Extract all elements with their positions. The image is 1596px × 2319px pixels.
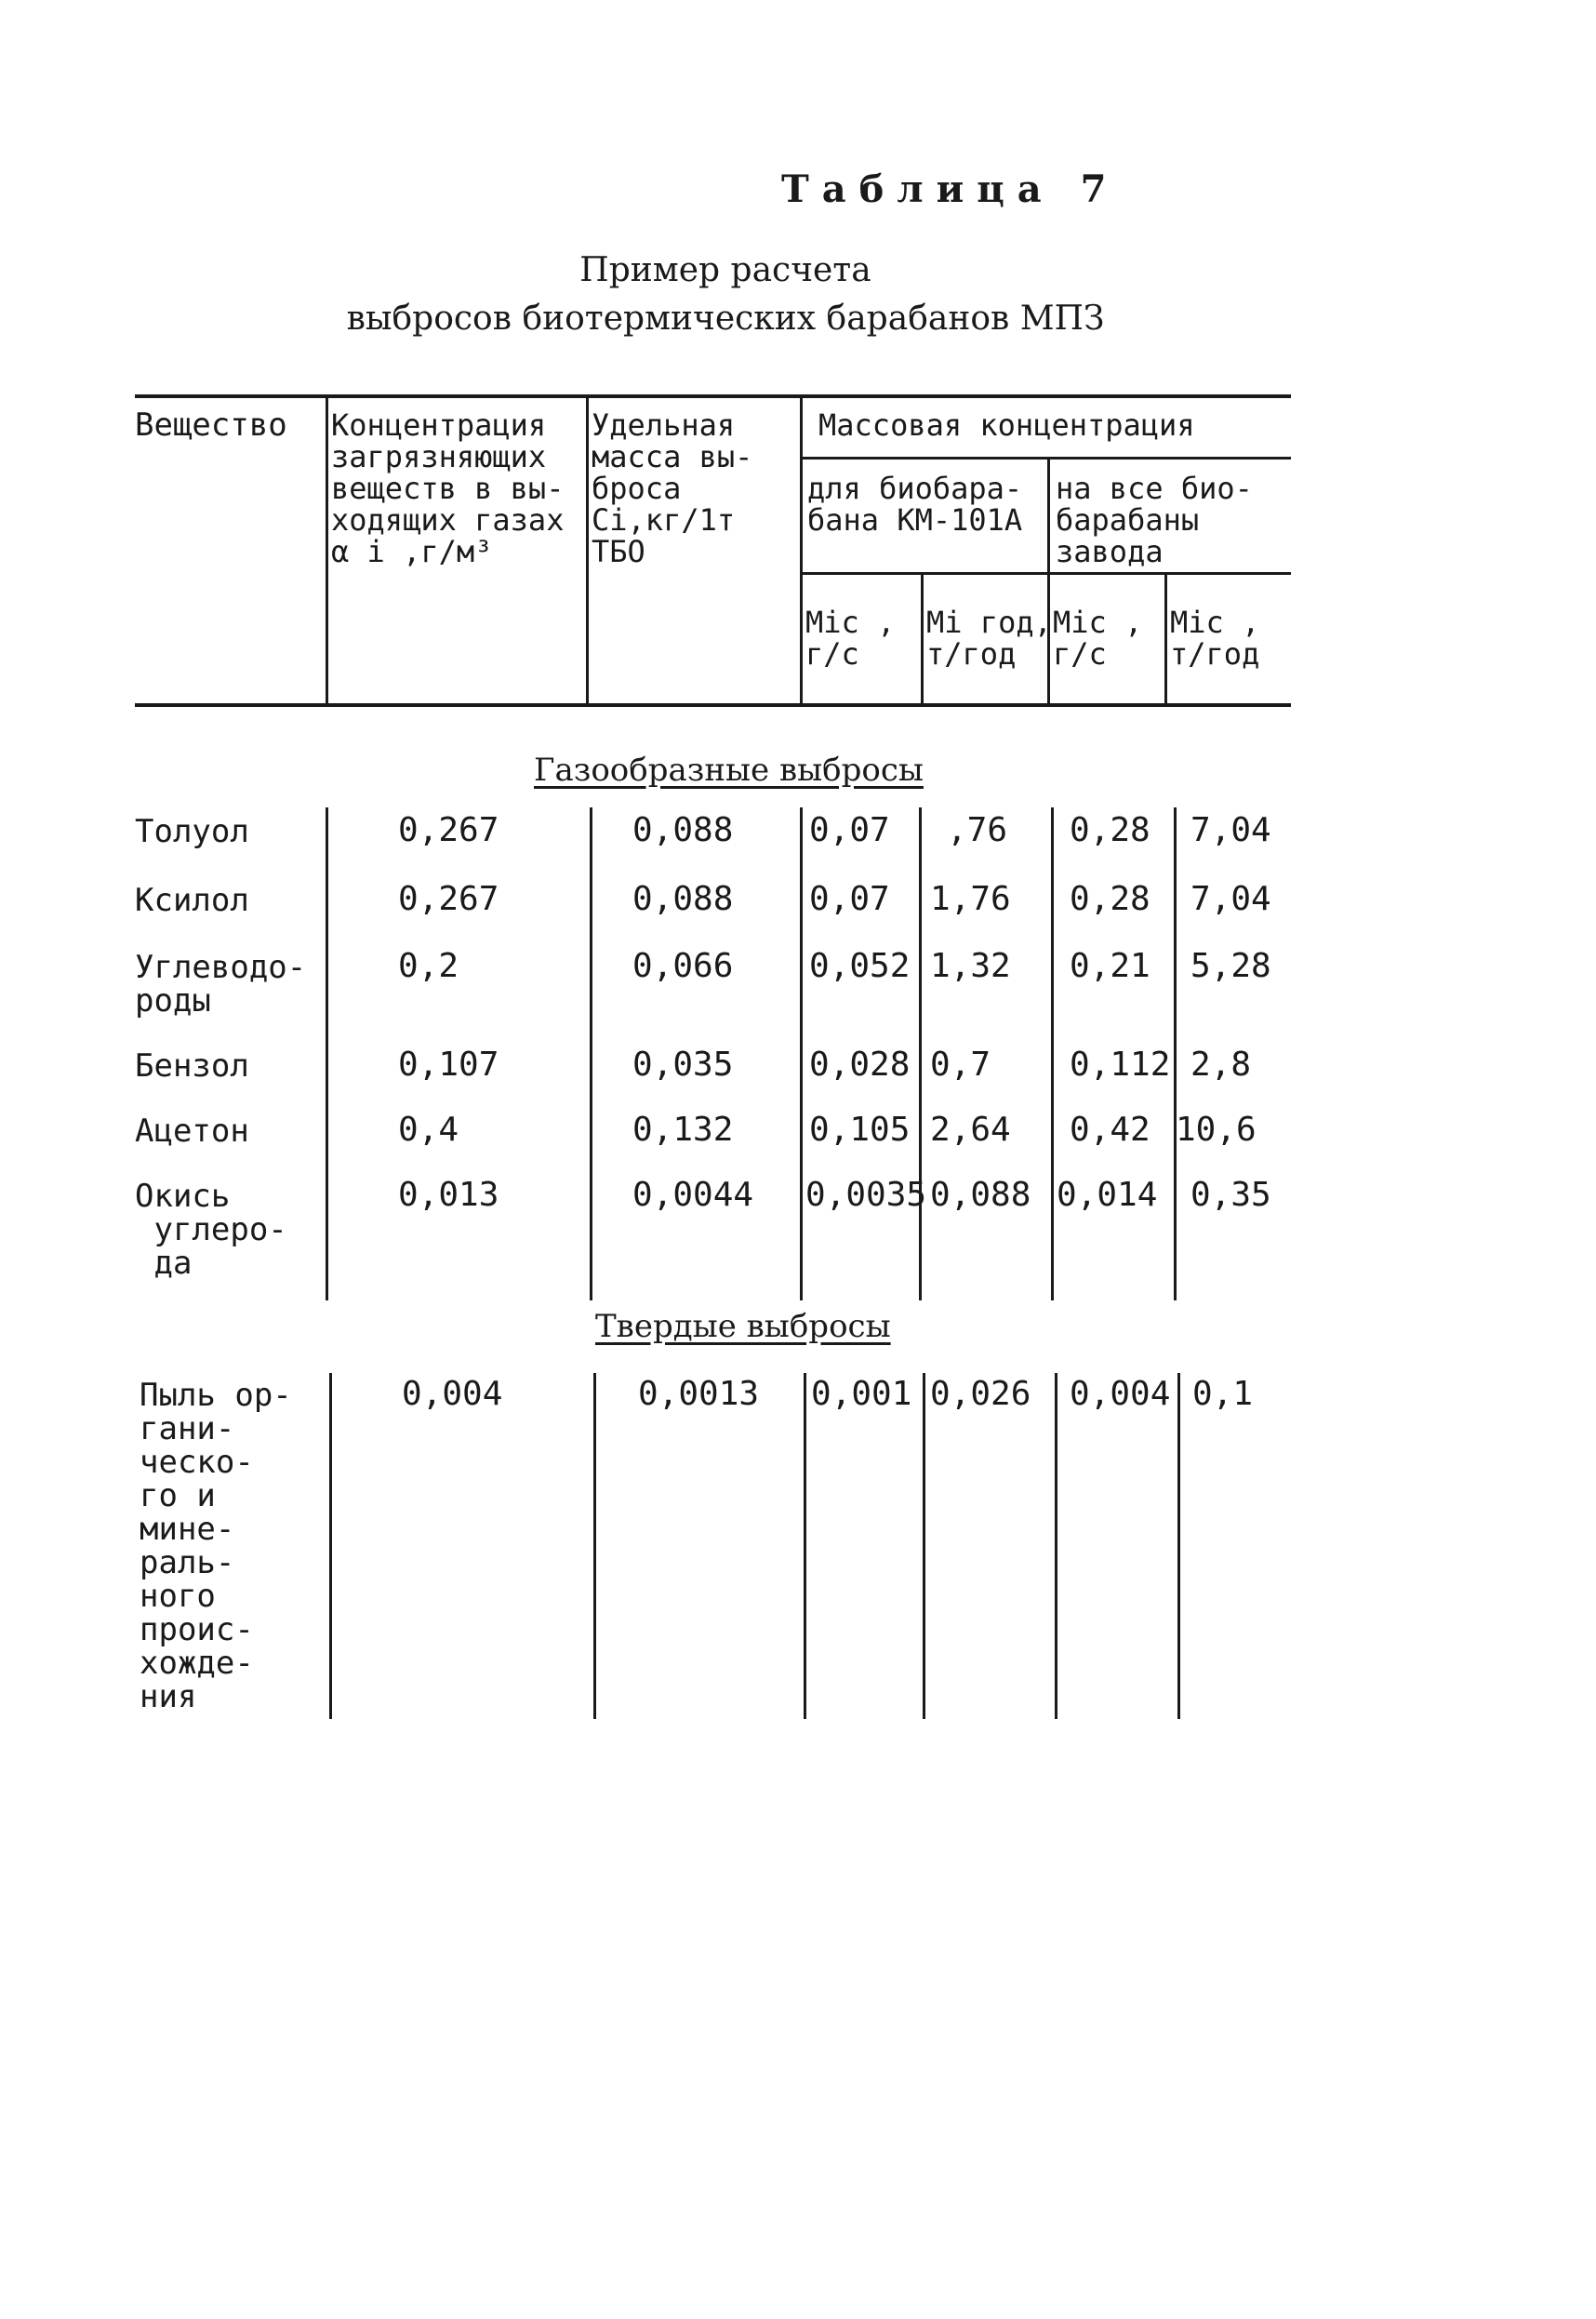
row-c4: 1,32 — [930, 947, 1011, 985]
header-divider-5 — [921, 572, 924, 703]
row-c5: 0,28 — [1070, 880, 1150, 918]
row-c2: 0,0044 — [632, 1176, 754, 1214]
header-mi-tgod: Mi год, т/год — [926, 605, 1052, 672]
row-c5: 0,42 — [1070, 1111, 1150, 1149]
row-c1: 0,004 — [402, 1375, 503, 1413]
row-c3: 0,07 — [809, 880, 890, 918]
row-c3: 0,028 — [809, 1046, 911, 1084]
header-concentration: Концентрация загрязняющих веществ в вы- ходящих газах α i ,г/м³ — [331, 407, 565, 569]
header-mic-tgod-all: Mic , т/год — [1170, 605, 1260, 672]
row-c2: 0,0013 — [638, 1375, 760, 1413]
row-c6: 5,28 — [1190, 947, 1271, 985]
body-divider-1 — [326, 807, 328, 1300]
header-top-rule — [135, 394, 1291, 398]
body-divider-6 — [1174, 807, 1177, 1300]
row-c3: 0,07 — [809, 811, 890, 849]
row-c6: 2,8 — [1190, 1046, 1252, 1084]
row-c1: 0,267 — [398, 811, 499, 849]
row-c1: 0,107 — [398, 1046, 499, 1084]
row-c1: 0,267 — [398, 880, 499, 918]
body-divider-4 — [919, 807, 922, 1300]
header-drum: для биобара- бана КМ-101А — [807, 471, 1023, 538]
row-c4: 1,76 — [930, 880, 1011, 918]
body-divider-3 — [800, 807, 803, 1300]
solid-divider-4 — [923, 1373, 925, 1719]
row-c3: 0,001 — [811, 1375, 912, 1413]
header-bottom-rule — [135, 703, 1291, 707]
row-c4: ,76 — [947, 811, 1008, 849]
row-c2: 0,132 — [632, 1111, 734, 1149]
header-sub-rule — [800, 572, 1291, 575]
header-mid-rule — [800, 457, 1291, 460]
body-divider-2 — [590, 807, 592, 1300]
row-c1: 0,4 — [398, 1111, 459, 1149]
header-divider-1 — [326, 394, 328, 703]
row-c4: 0,088 — [930, 1176, 1031, 1214]
header-specific-mass: Удельная масса вы- броса Ci,кг/1т ТБО — [592, 407, 753, 569]
row-c2: 0,088 — [632, 811, 734, 849]
row-c3: 0,105 — [809, 1111, 911, 1149]
row-c6: 7,04 — [1190, 811, 1271, 849]
row-name: Углеводо- роды — [135, 949, 307, 1020]
row-c4: 0,026 — [930, 1375, 1031, 1413]
caption-line-1: Пример расчета — [579, 251, 871, 289]
row-c5: 0,21 — [1070, 947, 1150, 985]
body-divider-5 — [1051, 807, 1054, 1300]
row-c5: 0,112 — [1070, 1046, 1171, 1084]
header-substance: Вещество — [135, 406, 287, 444]
row-name: Ксилол — [135, 882, 249, 919]
row-c4: 2,64 — [930, 1111, 1011, 1149]
solid-divider-3 — [804, 1373, 806, 1719]
solid-divider-5 — [1055, 1373, 1057, 1719]
row-c2: 0,066 — [632, 947, 734, 985]
row-name: Пыль ор- гани- ческо- го и мине- раль- ного проис- хожде- ния — [140, 1377, 292, 1715]
solid-divider-1 — [329, 1373, 332, 1719]
header-all-drums: на все био- барабаны завода — [1056, 471, 1253, 569]
row-c6: 0,35 — [1190, 1176, 1271, 1214]
header-divider-6 — [1164, 572, 1167, 703]
row-name: Окись углеро- да — [135, 1178, 287, 1282]
header-mic-gs-all: Mic , г/с — [1053, 605, 1143, 672]
row-name: Бензол — [135, 1047, 249, 1085]
header-mass-concentration: Массовая концентрация — [818, 407, 1195, 443]
header-mic-gs: Mic , г/с — [805, 605, 896, 672]
row-name: Толуол — [135, 813, 249, 850]
row-c1: 0,013 — [398, 1176, 499, 1214]
table-number: Таблица 7 — [781, 167, 1120, 211]
header-divider-2 — [586, 394, 589, 703]
row-name: Ацетон — [135, 1113, 249, 1150]
row-c2: 0,088 — [632, 880, 734, 918]
row-c5: 0,28 — [1070, 811, 1150, 849]
row-c5: 0,004 — [1070, 1375, 1171, 1413]
section-solid: Твердые выбросы — [595, 1308, 891, 1345]
row-c6: 0,1 — [1192, 1375, 1254, 1413]
row-c5: 0,014 — [1057, 1176, 1158, 1214]
row-c6: 7,04 — [1190, 880, 1271, 918]
row-c6: 10,6 — [1176, 1111, 1257, 1149]
row-c1: 0,2 — [398, 947, 459, 985]
row-c3: 0,052 — [809, 947, 911, 985]
header-divider-3 — [800, 394, 803, 703]
solid-divider-2 — [593, 1373, 596, 1719]
caption-line-2: выбросов биотермических барабанов МПЗ — [346, 300, 1105, 338]
solid-divider-6 — [1177, 1373, 1180, 1719]
section-gaseous: Газообразные выбросы — [534, 752, 924, 789]
row-c4: 0,7 — [930, 1046, 991, 1084]
row-c3: 0,0035 — [805, 1176, 927, 1214]
row-c2: 0,035 — [632, 1046, 734, 1084]
